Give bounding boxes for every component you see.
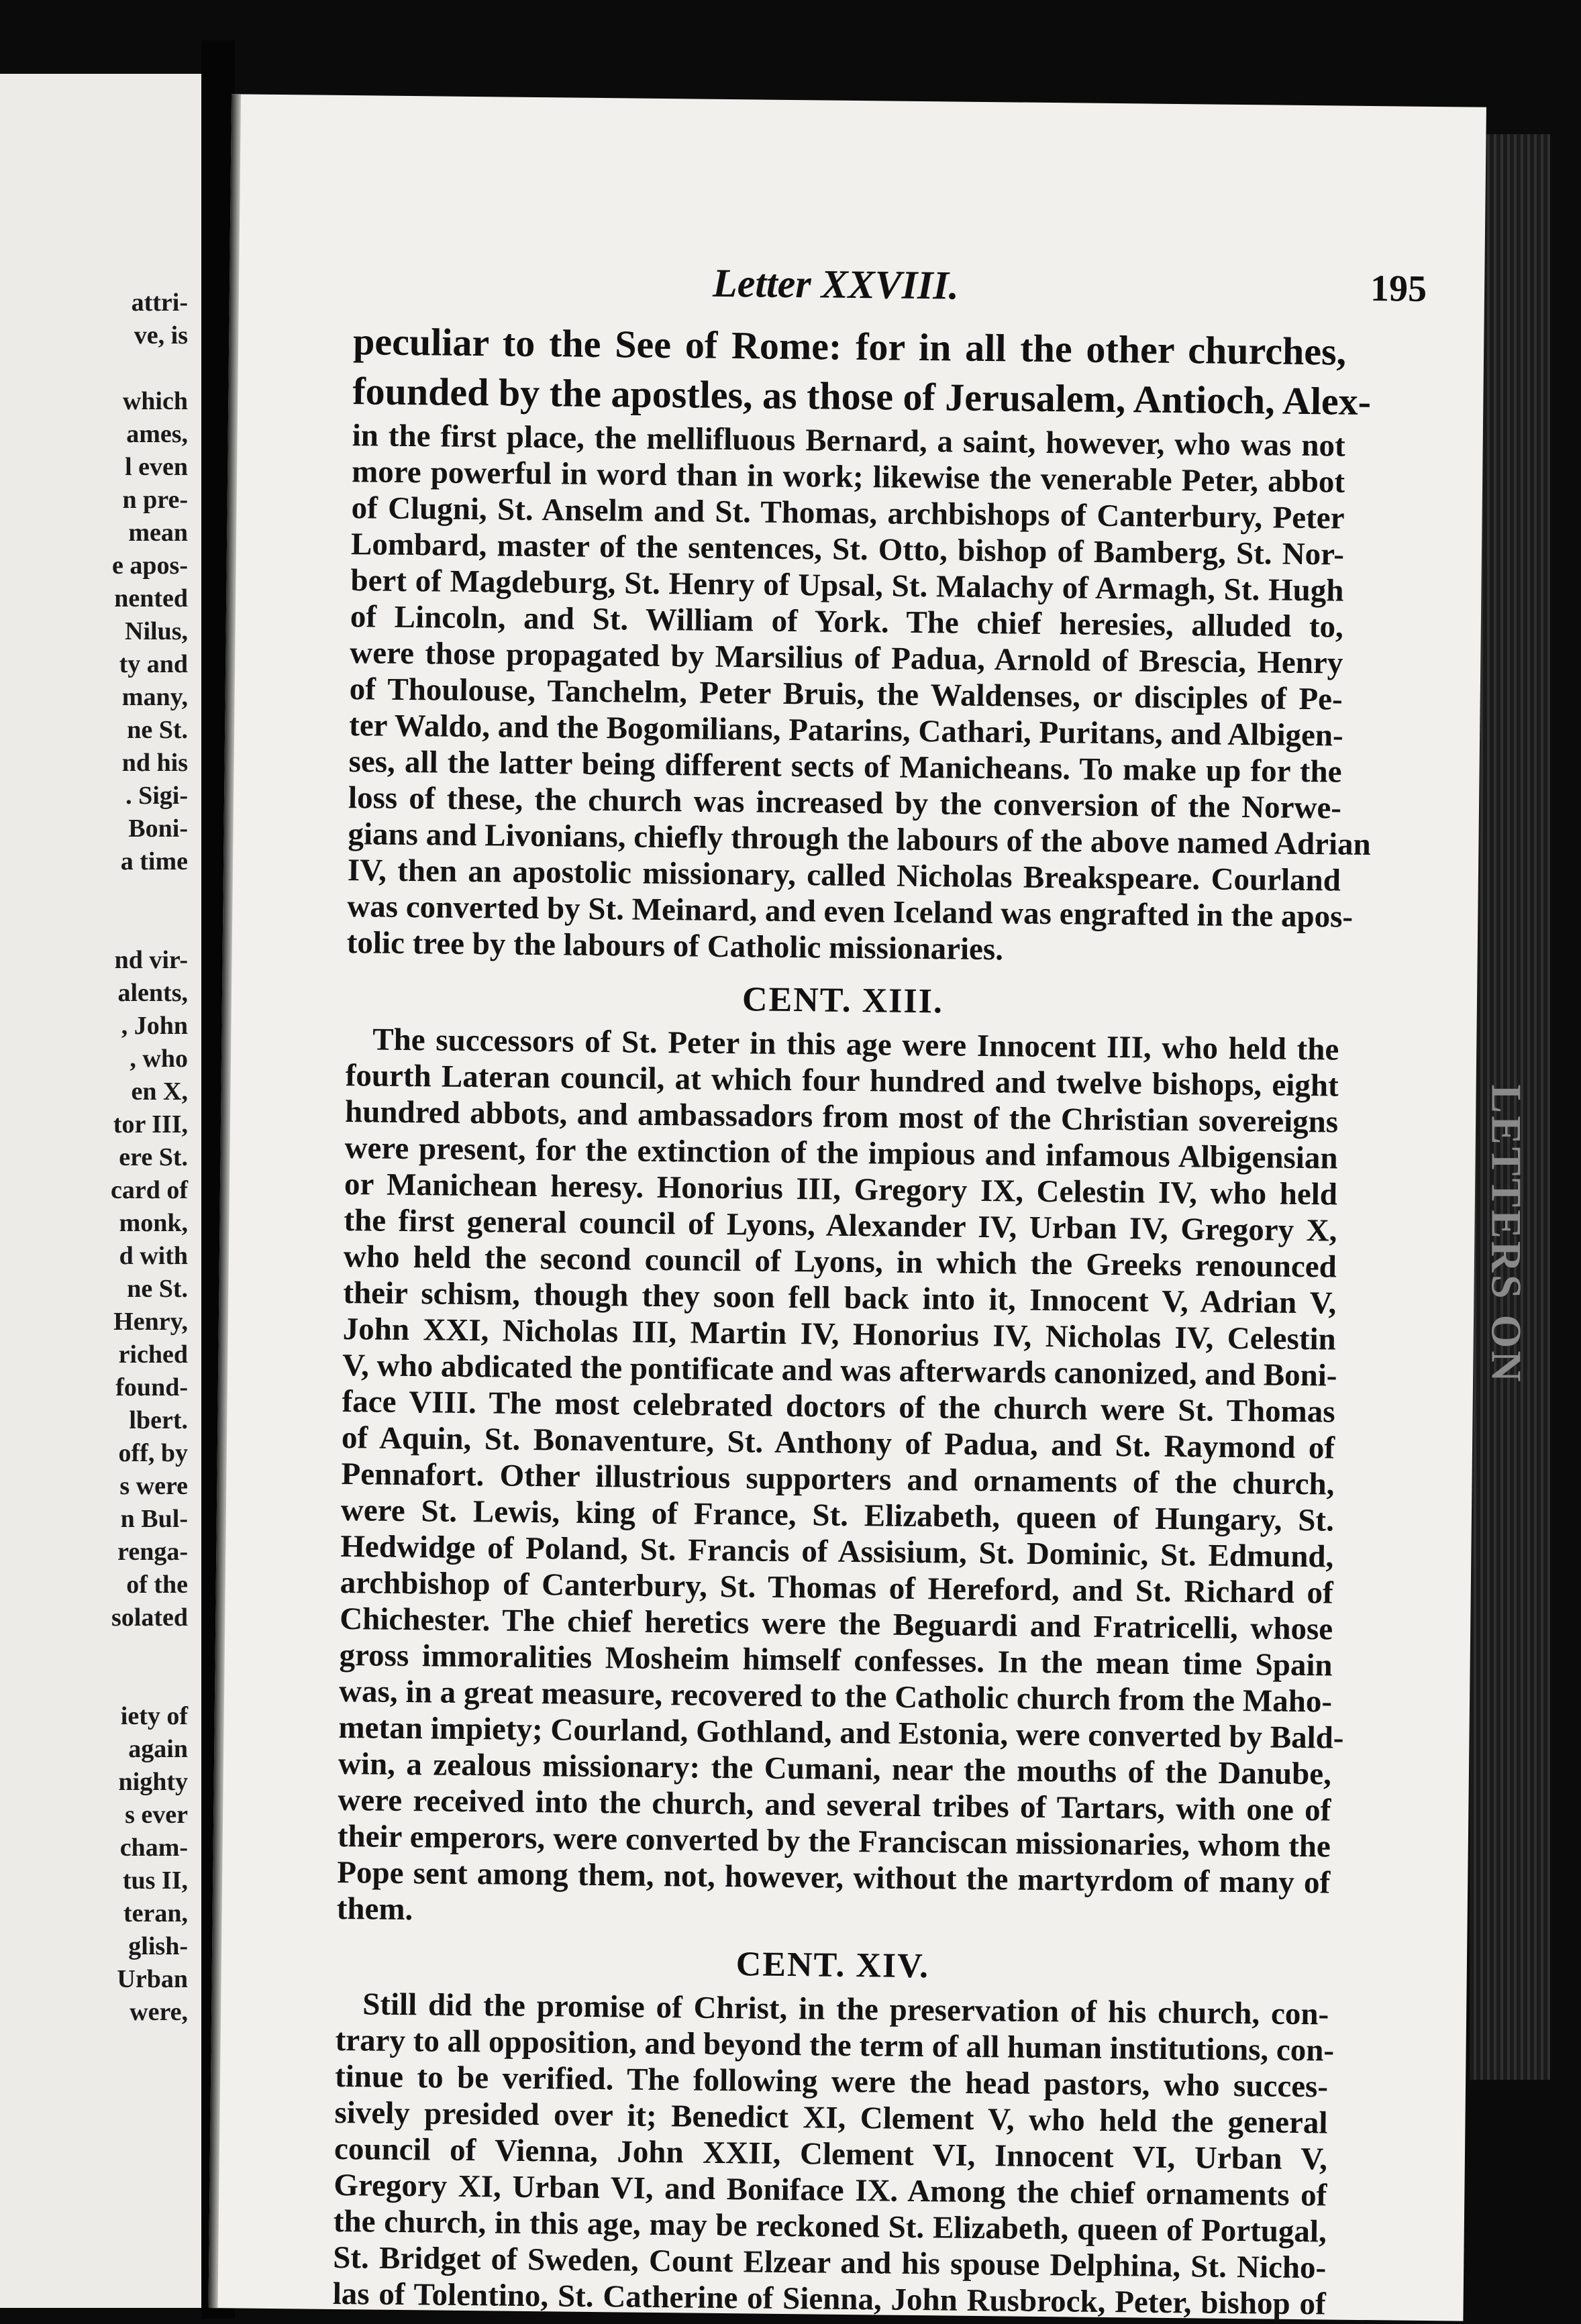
facing-page-line: teran, — [123, 1899, 188, 1927]
text-line: bert of Magdeburg, St. Henry of Upsal, St. Malachy of Armagh, St. Hugh — [350, 563, 1344, 609]
intro-line: peculiar to the See of Rome: for in all the other churches, — [352, 319, 1347, 374]
facing-page-line: nd vir- — [114, 946, 188, 974]
facing-page-line: cham- — [119, 1834, 188, 1862]
text-line: was, in a great measure, recovered to the Catholic church from the Maho- — [338, 1674, 1333, 1720]
intro-line: founded by the apostles, as those of Jerusalem, Antioch, Alex- — [352, 369, 1372, 424]
facing-page-line: Henry, — [113, 1308, 188, 1336]
facing-page-line: found- — [115, 1373, 188, 1402]
facing-page-line: tor III, — [113, 1110, 188, 1139]
text-line: who held the second council of Lyons, in which the Greeks renounced — [343, 1239, 1337, 1285]
intro-paragraph — [352, 317, 1372, 426]
facing-page-line: glish- — [128, 1932, 188, 1960]
text-line: the first general council of Lyons, Alexander IV, Urban IV, Gregory X, — [344, 1203, 1337, 1249]
text-line: sively presided over it; Benedict XI, Clement V, who held the general — [334, 2095, 1328, 2141]
facing-page-line: mean — [128, 519, 188, 547]
text-line: or Manichean heresy. Honorius III, Gregory IX, Celestin IV, who held — [344, 1167, 1338, 1212]
facing-page-line: tus II, — [122, 1866, 188, 1895]
text-line: loss of these, the church was increased by the conversion of the Norwe- — [348, 780, 1342, 826]
facing-page-line: alents, — [117, 979, 188, 1007]
text-line: the church, in this age, may be reckoned St. Elizabeth, queen of Portugal, — [333, 2203, 1327, 2250]
facing-page-line: n Bul- — [120, 1505, 188, 1533]
text-line: IV, then an apostolic missionary, called Nicholas Breakspeare. Courland — [347, 853, 1341, 898]
facing-page-line: Urban — [117, 1965, 188, 1993]
text-line: were present, for the extinction of the impious and infamous Albigensian — [344, 1130, 1338, 1176]
heading-cent-xiii: CENT. XIII. — [742, 980, 944, 1021]
text-line: Still did the promise of Christ, in the preservation of his church, con- — [362, 1987, 1329, 2032]
facing-page-line: were, — [130, 1998, 188, 2026]
text-line: ter Waldo, and the Bogomilians, Patarins, Cathari, Puritans, and Albigen- — [348, 708, 1343, 753]
facing-page-line: solated — [111, 1603, 188, 1632]
facing-page-line: d with — [119, 1242, 188, 1270]
facing-page-line: ames, — [126, 420, 188, 448]
facing-page-line: nighty — [118, 1768, 188, 1796]
text-line: gross immoralities Mosheim himself confesses. In the mean time Spain — [339, 1638, 1333, 1683]
page-number: 195 — [1370, 267, 1427, 310]
facing-page-line: s were — [119, 1472, 188, 1500]
text-line: The successors of St. Peter in this age were Innocent III, who held the — [372, 1022, 1339, 1067]
text-line: Gregory XI, Urban VI, and Boniface IX. Among the chief ornaments of — [334, 2167, 1327, 2213]
text-line: tolic tree by the labours of Catholic missionaries. — [346, 925, 1004, 967]
text-line: were St. Lewis, king of France, St. Elizabeth, queen of Hungary, St. — [340, 1493, 1335, 1538]
text-line: Pennafort. Other illustrious supporters and ornaments of the church, — [341, 1457, 1335, 1502]
facing-page-line: renga- — [117, 1538, 188, 1566]
facing-page-line: monk, — [119, 1209, 188, 1237]
facing-page-line: en X, — [131, 1077, 188, 1106]
facing-page-line: ve, is — [134, 321, 188, 350]
facing-page-line: which — [122, 387, 188, 415]
text-line: trary to all opposition, and beyond the term of all human institutions, con- — [335, 2022, 1335, 2068]
facing-page-line: Boni- — [128, 814, 188, 843]
facing-page-line: iety of — [120, 1702, 188, 1730]
text-line: Lombard, master of the sentences, St. Otto, bishop of Bamberg, St. Nor- — [350, 527, 1345, 572]
facing-page-line: card of — [110, 1176, 188, 1204]
paragraph-cent-xiv — [332, 1986, 1335, 2322]
facing-page-line: , John — [121, 1012, 188, 1040]
facing-page-line: ne St. — [127, 1275, 188, 1303]
text-line: metan impiety; Courland, Gothland, and Estonia, were converted by Bald- — [338, 1710, 1344, 1756]
facing-page-line: of the — [126, 1571, 188, 1599]
facing-page-line: off, by — [118, 1439, 188, 1467]
text-line: Chichester. The chief heretics were the Beguardi and Fratricelli, whose — [339, 1601, 1333, 1647]
spine-title: LETTERS ON — [1483, 1084, 1531, 1385]
facing-page-line: a time — [120, 847, 188, 876]
text-line: hundred abbots, and ambassadors from most of the Christian sovereigns — [344, 1094, 1339, 1140]
text-line: of Thoulouse, Tanchelm, Peter Bruis, the Waldenses, or disciples of Pe- — [349, 672, 1343, 717]
text-line: gians and Livonians, chiefly through the labours of the above named Adrian — [348, 816, 1371, 863]
facing-page-line: ere St. — [119, 1143, 188, 1171]
text-line: V, who abdicated the pontificate and was afterwards canonized, and Boni- — [342, 1348, 1337, 1393]
text-line: council of Vienna, John XXII, Clement VI, Innocent VI, Urban V, — [334, 2131, 1328, 2177]
text-line: Pope sent among them, not, however, without the martyrdom of many of — [337, 1855, 1331, 1901]
facing-page-line: ne St. — [127, 716, 188, 744]
text-line: Hedwidge of Poland, St. Francis of Assisium, St. Dominic, St. Edmund, — [340, 1529, 1334, 1575]
facing-page-line: . Sigi- — [125, 782, 188, 810]
text-line: of Aquin, St. Bonaventure, St. Anthony of Padua, and St. Raymond of — [341, 1420, 1335, 1466]
facing-page-line: lbert. — [129, 1406, 188, 1434]
text-line: their emperors, were converted by the Franciscan missionaries, whom the — [337, 1819, 1331, 1864]
facing-page-line: Nilus, — [125, 617, 188, 645]
facing-page-line: nd his — [121, 749, 188, 777]
text-line: ses, all the latter being different sects of Manicheans. To make up for the — [348, 744, 1342, 790]
text-line: were those propagated by Marsilius of Padua, Arnold of Brescia, Henry — [350, 635, 1343, 681]
facing-page-fragment — [0, 74, 201, 2308]
facing-page-line: nented — [114, 584, 188, 613]
text-line: face VIII. The most celebrated doctors of the church were St. Thomas — [342, 1384, 1335, 1430]
facing-page-line: s ever — [125, 1801, 188, 1829]
facing-page-line: again — [128, 1735, 188, 1763]
facing-page-line: , who — [130, 1045, 188, 1073]
facing-page-line: l even — [125, 453, 188, 481]
book-page — [208, 94, 1486, 2321]
text-line: John XXI, Nicholas III, Martin IV, Honorius IV, Nicholas IV, Celestin — [342, 1312, 1336, 1357]
text-line: tinue to be verified. The following were the head pastors, who succes- — [334, 2058, 1329, 2105]
text-line: in the first place, the mellifluous Bernard, a saint, however, who was not — [352, 418, 1345, 464]
facing-page-line: n pre- — [122, 486, 188, 514]
text-line: St. Bridget of Sweden, Count Elzear and his spouse Delphina, St. Nicho- — [333, 2239, 1327, 2286]
facing-page-line: ty and — [119, 650, 188, 678]
text-line: win, a zealous missionary: the Cumani, near the mouths of the Danube, — [338, 1746, 1332, 1792]
text-line: fourth Lateran council, at which four hundred and twelve bishops, eight — [345, 1058, 1339, 1104]
text-line: of Lincoln, and St. William of York. The chief heresies, alluded to, — [350, 599, 1344, 645]
facing-page-line: riched — [118, 1340, 188, 1369]
paragraph-cent-xiii — [336, 1021, 1344, 1937]
text-line: were received into the church, and several tribes of Tartars, with one of — [338, 1783, 1331, 1828]
text-line: their schism, though they soon fell back into it, Innocent V, Adrian V, — [343, 1275, 1337, 1321]
facing-page-line: many, — [121, 683, 188, 711]
text-line: them. — [336, 1891, 413, 1927]
facing-page-line: attri- — [131, 288, 188, 317]
running-head: Letter XXVIII. — [712, 260, 960, 308]
text-line: las of Tolentino, St. Catherine of Sienna, John Rusbrock, Peter, bishop of — [332, 2276, 1326, 2322]
facing-page-line: e apos- — [112, 551, 188, 580]
heading-cent-xiv: CENT. XIV. — [735, 1945, 930, 1986]
text-line: was converted by St. Meinard, and even Iceland was engrafted in the apos- — [347, 889, 1354, 935]
text-line: more powerful in word than in work; likewise the venerable Peter, abbot — [351, 454, 1345, 500]
paragraph-cent-xii-continued — [346, 417, 1371, 971]
text-line: archbishop of Canterbury, St. Thomas of Hereford, and St. Richard of — [340, 1565, 1334, 1611]
text-line: of Clugni, St. Anselm and St. Thomas, archbishops of Canterbury, Peter — [351, 490, 1345, 536]
